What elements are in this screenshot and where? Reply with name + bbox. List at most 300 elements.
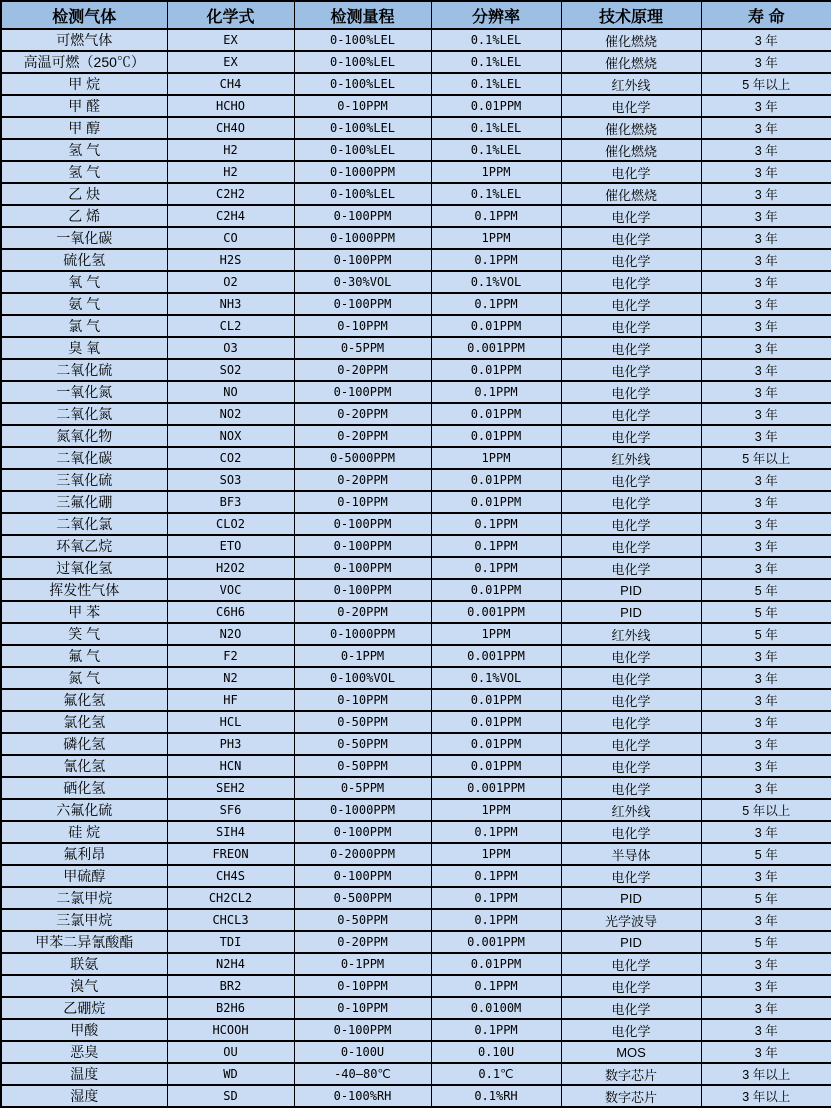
- gas-name-cell: 硅 烷: [1, 821, 167, 843]
- range-cell: 0-10PPM: [294, 315, 431, 337]
- range-cell: 0-5PPM: [294, 337, 431, 359]
- table-row: [1, 337, 831, 359]
- range-cell: 0-1000PPM: [294, 623, 431, 645]
- table-row: [1, 997, 831, 1019]
- gas-name-cell: 过氧化氢: [1, 557, 167, 579]
- table-row: [1, 73, 831, 95]
- formula-cell: N2H4: [167, 953, 294, 975]
- lifespan-cell: 3 年: [701, 711, 831, 733]
- range-cell: 0-1000PPM: [294, 161, 431, 183]
- principle-cell: PID: [561, 579, 701, 601]
- table-row: [1, 271, 831, 293]
- resolution-cell: 0.1%LEL: [431, 73, 561, 95]
- table-row: [1, 139, 831, 161]
- table-row: [1, 579, 831, 601]
- gas-name-cell: 氟化氢: [1, 689, 167, 711]
- table-row: [1, 51, 831, 73]
- table-row: [1, 469, 831, 491]
- range-cell: 0-100PPM: [294, 865, 431, 887]
- range-cell: 0-100PPM: [294, 293, 431, 315]
- gas-name-cell: 三氧化硫: [1, 469, 167, 491]
- gas-name-cell: 甲硫醇: [1, 865, 167, 887]
- resolution-cell: 0.1%LEL: [431, 183, 561, 205]
- lifespan-cell: 3 年: [701, 51, 831, 73]
- principle-cell: 电化学: [561, 95, 701, 117]
- header-resolution: 分辨率: [431, 1, 561, 29]
- principle-cell: 电化学: [561, 403, 701, 425]
- table-row: [1, 447, 831, 469]
- gas-name-cell: 甲 苯: [1, 601, 167, 623]
- formula-cell: SO3: [167, 469, 294, 491]
- range-cell: 0-10PPM: [294, 997, 431, 1019]
- formula-cell: C6H6: [167, 601, 294, 623]
- lifespan-cell: 3 年: [701, 95, 831, 117]
- formula-cell: N2: [167, 667, 294, 689]
- resolution-cell: 0.0100M: [431, 997, 561, 1019]
- principle-cell: 电化学: [561, 1019, 701, 1041]
- range-cell: 0-100%LEL: [294, 73, 431, 95]
- resolution-cell: 1PPM: [431, 623, 561, 645]
- lifespan-cell: 3 年: [701, 755, 831, 777]
- gas-name-cell: 三氟化硼: [1, 491, 167, 513]
- table-row: [1, 909, 831, 931]
- table-row: [1, 887, 831, 909]
- resolution-cell: 0.1PPM: [431, 865, 561, 887]
- principle-cell: 电化学: [561, 381, 701, 403]
- formula-cell: H2S: [167, 249, 294, 271]
- formula-cell: O3: [167, 337, 294, 359]
- table-row: [1, 359, 831, 381]
- resolution-cell: 0.1PPM: [431, 513, 561, 535]
- formula-cell: CO2: [167, 447, 294, 469]
- gas-name-cell: 温度: [1, 1063, 167, 1085]
- range-cell: 0-10PPM: [294, 689, 431, 711]
- formula-cell: O2: [167, 271, 294, 293]
- gas-name-cell: 甲 烷: [1, 73, 167, 95]
- formula-cell: EX: [167, 51, 294, 73]
- gas-name-cell: 二氧化硫: [1, 359, 167, 381]
- table-row: [1, 623, 831, 645]
- principle-cell: 催化燃烧: [561, 51, 701, 73]
- table-row: [1, 205, 831, 227]
- range-cell: 0-100%LEL: [294, 29, 431, 51]
- lifespan-cell: 3 年: [701, 381, 831, 403]
- table-row: [1, 733, 831, 755]
- gas-name-cell: 氯 气: [1, 315, 167, 337]
- table-row: [1, 821, 831, 843]
- range-cell: 0-100%LEL: [294, 139, 431, 161]
- range-cell: 0-100%RH: [294, 1085, 431, 1107]
- formula-cell: HCOOH: [167, 1019, 294, 1041]
- range-cell: 0-100PPM: [294, 557, 431, 579]
- gas-name-cell: 溴气: [1, 975, 167, 997]
- table-row: [1, 799, 831, 821]
- table-row: [1, 293, 831, 315]
- principle-cell: 半导体: [561, 843, 701, 865]
- range-cell: 0-5000PPM: [294, 447, 431, 469]
- range-cell: 0-100PPM: [294, 1019, 431, 1041]
- resolution-cell: 0.1%VOL: [431, 667, 561, 689]
- lifespan-cell: 3 年: [701, 227, 831, 249]
- range-cell: 0-50PPM: [294, 711, 431, 733]
- principle-cell: 电化学: [561, 821, 701, 843]
- gas-name-cell: 可燃气体: [1, 29, 167, 51]
- range-cell: 0-20PPM: [294, 425, 431, 447]
- resolution-cell: 0.01PPM: [431, 491, 561, 513]
- gas-name-cell: 氮氧化物: [1, 425, 167, 447]
- principle-cell: 红外线: [561, 447, 701, 469]
- lifespan-cell: 3 年: [701, 29, 831, 51]
- gas-name-cell: 二氯甲烷: [1, 887, 167, 909]
- formula-cell: BR2: [167, 975, 294, 997]
- lifespan-cell: 3 年: [701, 997, 831, 1019]
- gas-name-cell: 一氧化碳: [1, 227, 167, 249]
- resolution-cell: 0.01PPM: [431, 689, 561, 711]
- range-cell: 0-2000PPM: [294, 843, 431, 865]
- range-cell: 0-100PPM: [294, 535, 431, 557]
- lifespan-cell: 3 年: [701, 161, 831, 183]
- range-cell: 0-100%LEL: [294, 183, 431, 205]
- formula-cell: WD: [167, 1063, 294, 1085]
- principle-cell: 电化学: [561, 161, 701, 183]
- formula-cell: CL2: [167, 315, 294, 337]
- table-row: [1, 535, 831, 557]
- principle-cell: 电化学: [561, 315, 701, 337]
- principle-cell: 电化学: [561, 733, 701, 755]
- resolution-cell: 0.1%VOL: [431, 271, 561, 293]
- principle-cell: 电化学: [561, 271, 701, 293]
- header-row: [1, 1, 831, 29]
- table-row: [1, 953, 831, 975]
- lifespan-cell: 3 年: [701, 821, 831, 843]
- resolution-cell: 0.01PPM: [431, 425, 561, 447]
- gas-name-cell: 二氧化碳: [1, 447, 167, 469]
- formula-cell: CH4: [167, 73, 294, 95]
- principle-cell: 电化学: [561, 205, 701, 227]
- formula-cell: F2: [167, 645, 294, 667]
- lifespan-cell: 3 年: [701, 403, 831, 425]
- gas-name-cell: 联氨: [1, 953, 167, 975]
- formula-cell: VOC: [167, 579, 294, 601]
- formula-cell: SIH4: [167, 821, 294, 843]
- lifespan-cell: 3 年: [701, 117, 831, 139]
- table-row: [1, 1085, 831, 1107]
- lifespan-cell: 3 年以上: [701, 1063, 831, 1085]
- principle-cell: 催化燃烧: [561, 29, 701, 51]
- resolution-cell: 0.1%LEL: [431, 117, 561, 139]
- resolution-cell: 0.001PPM: [431, 931, 561, 953]
- principle-cell: 催化燃烧: [561, 183, 701, 205]
- formula-cell: CH4O: [167, 117, 294, 139]
- lifespan-cell: 3 年: [701, 359, 831, 381]
- lifespan-cell: 3 年: [701, 535, 831, 557]
- lifespan-cell: 3 年: [701, 271, 831, 293]
- table-row: [1, 183, 831, 205]
- principle-cell: 催化燃烧: [561, 117, 701, 139]
- resolution-cell: 0.1PPM: [431, 1019, 561, 1041]
- gas-name-cell: 环氧乙烷: [1, 535, 167, 557]
- principle-cell: 电化学: [561, 975, 701, 997]
- principle-cell: 电化学: [561, 557, 701, 579]
- range-cell: 0-100U: [294, 1041, 431, 1063]
- principle-cell: 电化学: [561, 535, 701, 557]
- lifespan-cell: 3 年: [701, 953, 831, 975]
- resolution-cell: 0.01PPM: [431, 359, 561, 381]
- range-cell: 0-100PPM: [294, 513, 431, 535]
- formula-cell: B2H6: [167, 997, 294, 1019]
- gas-name-cell: 甲 醛: [1, 95, 167, 117]
- principle-cell: 电化学: [561, 425, 701, 447]
- range-cell: 0-500PPM: [294, 887, 431, 909]
- resolution-cell: 1PPM: [431, 799, 561, 821]
- gas-name-cell: 氢 气: [1, 139, 167, 161]
- resolution-cell: 0.01PPM: [431, 711, 561, 733]
- resolution-cell: 0.01PPM: [431, 95, 561, 117]
- range-cell: 0-20PPM: [294, 601, 431, 623]
- formula-cell: NO2: [167, 403, 294, 425]
- principle-cell: 电化学: [561, 997, 701, 1019]
- resolution-cell: 0.10U: [431, 1041, 561, 1063]
- resolution-cell: 0.01PPM: [431, 403, 561, 425]
- formula-cell: HCHO: [167, 95, 294, 117]
- principle-cell: 电化学: [561, 689, 701, 711]
- principle-cell: 电化学: [561, 293, 701, 315]
- resolution-cell: 0.1PPM: [431, 821, 561, 843]
- gas-name-cell: 硒化氢: [1, 777, 167, 799]
- resolution-cell: 0.01PPM: [431, 315, 561, 337]
- formula-cell: CHCL3: [167, 909, 294, 931]
- formula-cell: HF: [167, 689, 294, 711]
- lifespan-cell: 3 年: [701, 733, 831, 755]
- table-row: [1, 381, 831, 403]
- table-row: [1, 29, 831, 51]
- range-cell: 0-100PPM: [294, 821, 431, 843]
- resolution-cell: 0.1PPM: [431, 249, 561, 271]
- table-row: [1, 227, 831, 249]
- resolution-cell: 0.001PPM: [431, 777, 561, 799]
- formula-cell: N2O: [167, 623, 294, 645]
- principle-cell: 电化学: [561, 953, 701, 975]
- principle-cell: PID: [561, 931, 701, 953]
- table-row: [1, 1063, 831, 1085]
- lifespan-cell: 3 年: [701, 513, 831, 535]
- lifespan-cell: 5 年: [701, 623, 831, 645]
- principle-cell: 电化学: [561, 491, 701, 513]
- range-cell: 0-30%VOL: [294, 271, 431, 293]
- principle-cell: MOS: [561, 1041, 701, 1063]
- resolution-cell: 0.1%RH: [431, 1085, 561, 1107]
- lifespan-cell: 3 年: [701, 469, 831, 491]
- lifespan-cell: 5 年: [701, 887, 831, 909]
- lifespan-cell: 3 年: [701, 315, 831, 337]
- lifespan-cell: 3 年: [701, 975, 831, 997]
- formula-cell: BF3: [167, 491, 294, 513]
- resolution-cell: 0.01PPM: [431, 579, 561, 601]
- table-row: [1, 843, 831, 865]
- principle-cell: 电化学: [561, 711, 701, 733]
- range-cell: 0-50PPM: [294, 909, 431, 931]
- range-cell: 0-50PPM: [294, 733, 431, 755]
- table-header: [1, 1, 831, 29]
- resolution-cell: 0.1%LEL: [431, 51, 561, 73]
- table-row: [1, 315, 831, 337]
- lifespan-cell: 3 年: [701, 491, 831, 513]
- formula-cell: NH3: [167, 293, 294, 315]
- principle-cell: 电化学: [561, 337, 701, 359]
- resolution-cell: 0.1%LEL: [431, 29, 561, 51]
- resolution-cell: 0.01PPM: [431, 953, 561, 975]
- formula-cell: HCL: [167, 711, 294, 733]
- header-chemical-formula: 化学式: [167, 1, 294, 29]
- formula-cell: CH2CL2: [167, 887, 294, 909]
- table-row: [1, 777, 831, 799]
- resolution-cell: 0.1PPM: [431, 205, 561, 227]
- principle-cell: 数字芯片: [561, 1063, 701, 1085]
- formula-cell: SF6: [167, 799, 294, 821]
- table-row: [1, 1019, 831, 1041]
- range-cell: 0-1PPM: [294, 953, 431, 975]
- lifespan-cell: 3 年: [701, 667, 831, 689]
- principle-cell: 电化学: [561, 865, 701, 887]
- gas-name-cell: 二氧化氮: [1, 403, 167, 425]
- range-cell: 0-100PPM: [294, 205, 431, 227]
- lifespan-cell: 3 年: [701, 139, 831, 161]
- principle-cell: 电化学: [561, 645, 701, 667]
- resolution-cell: 0.1%LEL: [431, 139, 561, 161]
- resolution-cell: 0.1℃: [431, 1063, 561, 1085]
- gas-name-cell: 甲苯二异氰酸酯: [1, 931, 167, 953]
- principle-cell: PID: [561, 601, 701, 623]
- gas-name-cell: 挥发性气体: [1, 579, 167, 601]
- lifespan-cell: 5 年以上: [701, 799, 831, 821]
- gas-name-cell: 臭 氧: [1, 337, 167, 359]
- resolution-cell: 0.01PPM: [431, 755, 561, 777]
- resolution-cell: 1PPM: [431, 843, 561, 865]
- range-cell: 0-100%LEL: [294, 117, 431, 139]
- formula-cell: C2H4: [167, 205, 294, 227]
- lifespan-cell: 3 年: [701, 689, 831, 711]
- lifespan-cell: 3 年: [701, 909, 831, 931]
- formula-cell: H2: [167, 139, 294, 161]
- lifespan-cell: 3 年以上: [701, 1085, 831, 1107]
- table-row: [1, 95, 831, 117]
- lifespan-cell: 5 年: [701, 601, 831, 623]
- principle-cell: 电化学: [561, 359, 701, 381]
- formula-cell: CO: [167, 227, 294, 249]
- range-cell: 0-1PPM: [294, 645, 431, 667]
- table-row: [1, 601, 831, 623]
- principle-cell: 光学波导: [561, 909, 701, 931]
- formula-cell: SO2: [167, 359, 294, 381]
- range-cell: 0-1000PPM: [294, 799, 431, 821]
- range-cell: 0-10PPM: [294, 975, 431, 997]
- gas-name-cell: 磷化氢: [1, 733, 167, 755]
- formula-cell: TDI: [167, 931, 294, 953]
- table-row: [1, 711, 831, 733]
- formula-cell: NO: [167, 381, 294, 403]
- gas-name-cell: 氮 气: [1, 667, 167, 689]
- range-cell: 0-1000PPM: [294, 227, 431, 249]
- formula-cell: C2H2: [167, 183, 294, 205]
- header-lifespan: 寿 命: [701, 1, 831, 29]
- header-detection-range: 检测量程: [294, 1, 431, 29]
- table-row: [1, 513, 831, 535]
- gas-name-cell: 恶臭: [1, 1041, 167, 1063]
- gas-name-cell: 甲酸: [1, 1019, 167, 1041]
- gas-name-cell: 一氧化氮: [1, 381, 167, 403]
- gas-name-cell: 氨 气: [1, 293, 167, 315]
- gas-name-cell: 氟 气: [1, 645, 167, 667]
- formula-cell: SD: [167, 1085, 294, 1107]
- table-row: [1, 117, 831, 139]
- lifespan-cell: 5 年: [701, 931, 831, 953]
- lifespan-cell: 3 年: [701, 337, 831, 359]
- gas-name-cell: 氢 气: [1, 161, 167, 183]
- table-row: [1, 931, 831, 953]
- range-cell: 0-100PPM: [294, 579, 431, 601]
- lifespan-cell: 3 年: [701, 777, 831, 799]
- gas-name-cell: 甲 醇: [1, 117, 167, 139]
- lifespan-cell: 3 年: [701, 293, 831, 315]
- resolution-cell: 0.01PPM: [431, 469, 561, 491]
- formula-cell: SEH2: [167, 777, 294, 799]
- lifespan-cell: 3 年: [701, 1041, 831, 1063]
- principle-cell: PID: [561, 887, 701, 909]
- formula-cell: EX: [167, 29, 294, 51]
- principle-cell: 催化燃烧: [561, 139, 701, 161]
- formula-cell: PH3: [167, 733, 294, 755]
- table-row: [1, 645, 831, 667]
- gas-name-cell: 硫化氢: [1, 249, 167, 271]
- resolution-cell: 1PPM: [431, 227, 561, 249]
- table-row: [1, 975, 831, 997]
- lifespan-cell: 3 年: [701, 205, 831, 227]
- range-cell: 0-100%LEL: [294, 51, 431, 73]
- lifespan-cell: 3 年: [701, 645, 831, 667]
- gas-name-cell: 乙 烯: [1, 205, 167, 227]
- resolution-cell: 0.1PPM: [431, 887, 561, 909]
- range-cell: 0-100PPM: [294, 249, 431, 271]
- resolution-cell: 0.1PPM: [431, 293, 561, 315]
- principle-cell: 电化学: [561, 469, 701, 491]
- principle-cell: 红外线: [561, 73, 701, 95]
- lifespan-cell: 3 年: [701, 249, 831, 271]
- gas-name-cell: 二氧化氯: [1, 513, 167, 535]
- table-row: [1, 865, 831, 887]
- lifespan-cell: 3 年: [701, 425, 831, 447]
- gas-name-cell: 笑 气: [1, 623, 167, 645]
- lifespan-cell: 5 年: [701, 579, 831, 601]
- range-cell: 0-20PPM: [294, 469, 431, 491]
- resolution-cell: 0.1PPM: [431, 557, 561, 579]
- resolution-cell: 0.01PPM: [431, 733, 561, 755]
- formula-cell: ETO: [167, 535, 294, 557]
- table-row: [1, 689, 831, 711]
- principle-cell: 红外线: [561, 799, 701, 821]
- resolution-cell: 0.001PPM: [431, 645, 561, 667]
- lifespan-cell: 3 年: [701, 557, 831, 579]
- range-cell: 0-10PPM: [294, 491, 431, 513]
- table-row: [1, 491, 831, 513]
- table-row: [1, 403, 831, 425]
- table-row: [1, 161, 831, 183]
- range-cell: 0-20PPM: [294, 931, 431, 953]
- formula-cell: OU: [167, 1041, 294, 1063]
- table-row: [1, 425, 831, 447]
- principle-cell: 电化学: [561, 249, 701, 271]
- range-cell: 0-100PPM: [294, 381, 431, 403]
- header-gas-name: 检测气体: [1, 1, 167, 29]
